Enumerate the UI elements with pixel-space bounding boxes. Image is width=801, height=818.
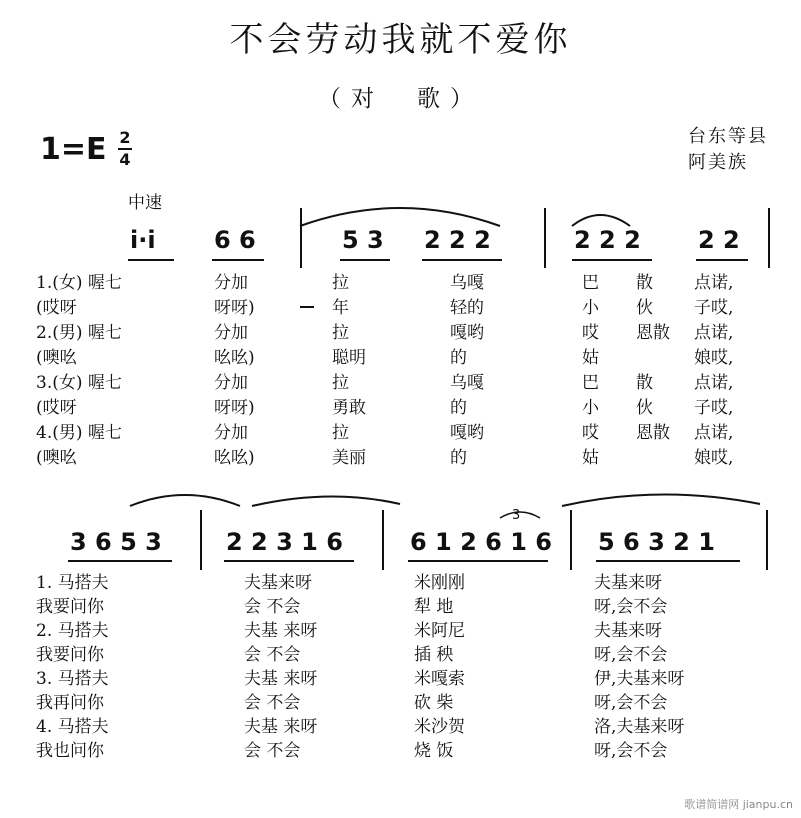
lyric-cell: 夫基 来呀 (244, 621, 318, 641)
lyric-cell: (哎呀 (36, 398, 77, 418)
triplet-mark: 3 (512, 508, 521, 523)
lyric-cell: 的 (450, 348, 467, 368)
note-group: 5 6 3 2 1 (598, 528, 715, 556)
note-group: 2 2 2 (574, 226, 641, 254)
lyric-cell: (哎呀 (36, 298, 77, 318)
key-signature: 1=E (40, 132, 107, 167)
lyric-cell: 点诺, (694, 373, 734, 393)
lyric-cell: 夫基来呀 (244, 573, 312, 593)
lyric-cell: 恩散 (636, 323, 670, 343)
slur-arc (562, 494, 760, 506)
lyric-cell: 呀呀) (214, 298, 255, 318)
note-group: 6 6 (214, 226, 256, 254)
lyric-cell: 分加 (214, 423, 248, 443)
lyric-cell: 小 (582, 298, 599, 318)
slur-arc (500, 512, 540, 518)
lyric-cell: 年 (332, 298, 349, 318)
lyric-cell: (噢吆 (36, 348, 77, 368)
lyric-cell: 米嘎索 (414, 669, 465, 689)
lyric-cell: 夫基来呀 (594, 621, 662, 641)
lyric-cell: 夫基 来呀 (244, 669, 318, 689)
note-group: 2 2 3 1 6 (226, 528, 343, 556)
lyric-cell: 会 不会 (244, 693, 301, 713)
lyric-cell: 分加 (214, 373, 248, 393)
slur-arc (130, 495, 240, 506)
lyric-cell: 会 不会 (244, 597, 301, 617)
lyric-cell: 姑 (582, 348, 599, 368)
lyric-cell: 我要问你 (36, 597, 104, 617)
time-signature-top: 2 (119, 128, 131, 147)
lyric-cell: 聪明 (332, 348, 366, 368)
lyric-cell: 呀,会不会 (594, 645, 668, 665)
lyric-cell: 呀呀) (214, 398, 255, 418)
note-group: 5 3 (342, 226, 384, 254)
lyric-cell: 拉 (332, 423, 349, 443)
lyric-cell: 拉 (332, 373, 349, 393)
lyric-cell: 哎 (582, 323, 599, 343)
lyric-cell: 2. 马搭夫 (36, 621, 109, 641)
slur-arc (252, 496, 400, 506)
lyric-cell: 呀,会不会 (594, 597, 668, 617)
lyric-cell: 我要问你 (36, 645, 104, 665)
lyric-cell: 分加 (214, 273, 248, 293)
time-signature-bottom: 4 (119, 150, 131, 169)
lyric-cell: 呀,会不会 (594, 741, 668, 761)
lyric-cell: 3.(女) 喔七 (36, 373, 122, 393)
note-group: i·i (130, 226, 156, 254)
lyric-cell: 烧 饭 (414, 741, 454, 761)
lyric-cell: 夫基 来呀 (244, 717, 318, 737)
lyric-cell: 散 (636, 273, 653, 293)
note-group: 2 2 (698, 226, 740, 254)
lyric-cell: 我再问你 (36, 693, 104, 713)
lyric-cell: 勇敢 (332, 398, 366, 418)
lyric-cell: 我也问你 (36, 741, 104, 761)
lyric-cell: 的 (450, 448, 467, 468)
note-group: 2 2 2 (424, 226, 491, 254)
lyric-cell: 4.(男) 喔七 (36, 423, 122, 443)
lyric-cell: 娘哎, (694, 348, 734, 368)
lyric-cell: 乌嘎 (450, 273, 484, 293)
lyric-cell: 吆吆) (214, 348, 255, 368)
lyric-cell: 呀,会不会 (594, 693, 668, 713)
lyric-cell: 米刚刚 (414, 573, 465, 593)
lyric-cell: 拉 (332, 273, 349, 293)
lyric-cell: 吆吆) (214, 448, 255, 468)
watermark: 歌谱简谱网 jianpu.cn (684, 798, 793, 811)
lyric-cell: 3. 马搭夫 (36, 669, 109, 689)
lyric-cell: 美丽 (332, 448, 366, 468)
origin-region: 台东等县 (688, 126, 768, 147)
lyric-cell: 1. 马搭夫 (36, 573, 109, 593)
tempo-marking: 中速 (128, 193, 162, 213)
lyric-cell: 会 不会 (244, 741, 301, 761)
lyric-cell: 小 (582, 398, 599, 418)
note-group: 6 1 2 6 1 6 (410, 528, 552, 556)
lyric-cell: 分加 (214, 323, 248, 343)
lyric-cell: 巴 (582, 373, 599, 393)
lyric-cell: 子哎, (694, 398, 734, 418)
lyric-cell: 拉 (332, 323, 349, 343)
lyric-cell: 犁 地 (414, 597, 454, 617)
lyric-cell: 伙 (636, 298, 653, 318)
origin-people: 阿美族 (688, 152, 748, 173)
lyric-cell: 会 不会 (244, 645, 301, 665)
lyric-cell: 砍 柴 (414, 693, 454, 713)
lyric-cell: 伙 (636, 398, 653, 418)
lyric-cell: 的 (450, 398, 467, 418)
lyric-cell: (噢吆 (36, 448, 77, 468)
lyric-cell: 乌嘎 (450, 373, 484, 393)
lyric-cell: 4. 马搭夫 (36, 717, 109, 737)
lyric-cell: 嘎哟 (450, 423, 484, 443)
lyric-cell: 伊,夫基来呀 (594, 669, 685, 689)
lyric-cell: 娘哎, (694, 448, 734, 468)
lyric-cell: 轻的 (450, 298, 484, 318)
lyric-cell: 点诺, (694, 273, 734, 293)
slur-arc (572, 215, 630, 226)
lyric-cell: 哎 (582, 423, 599, 443)
lyric-cell: 点诺, (694, 323, 734, 343)
lyric-cell: 巴 (582, 273, 599, 293)
slur-arc (300, 208, 500, 226)
lyric-cell: 夫基来呀 (594, 573, 662, 593)
lyric-cell: 洛,夫基来呀 (594, 717, 685, 737)
lyric-cell: 插 秧 (414, 645, 454, 665)
song-title: 不会劳动我就不爱你 (229, 20, 572, 60)
lyric-cell: 1.(女) 喔七 (36, 273, 122, 293)
lyric-cell: 恩散 (636, 423, 670, 443)
lyric-cell: 散 (636, 373, 653, 393)
lyric-cell: 姑 (582, 448, 599, 468)
lyric-cell: 子哎, (694, 298, 734, 318)
note-group: 3 6 5 3 (70, 528, 162, 556)
song-subtitle: （对 歌） (318, 86, 483, 112)
lyric-cell: 2.(男) 喔七 (36, 323, 122, 343)
lyric-cell: 嘎哟 (450, 323, 484, 343)
lyric-cell: 点诺, (694, 423, 734, 443)
lyric-cell: 米沙贺 (414, 717, 465, 737)
lyric-cell: 米阿尼 (414, 621, 465, 641)
